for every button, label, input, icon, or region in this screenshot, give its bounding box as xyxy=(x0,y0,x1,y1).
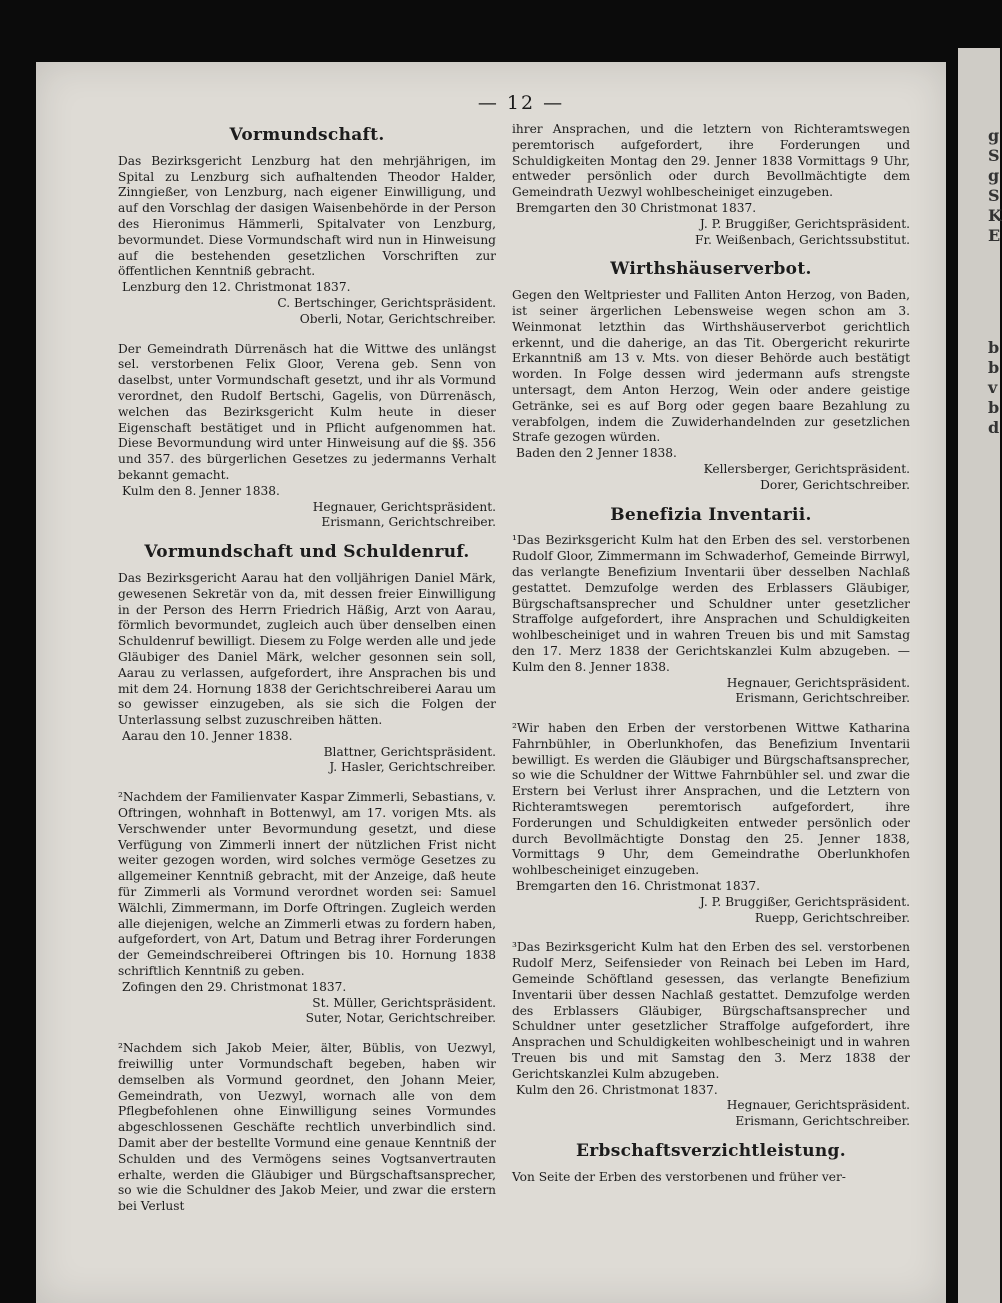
fragment-text: b xyxy=(988,398,1000,417)
notice-text: ²Wir haben den Erben der verstorbenen Wittwe Katharina Fahrnbühler, in Oberlunkhofen, das Benefizium Inventarii bewilligt. Es werden die Gläubiger und Bürgschaftsansprecher, so wie die Schuldner der Wittwe Fahrnbühler sel. und zwar die Erstern bei Verlust ihrer Ansprachen, und die Letztern von Richteramtswegen peremtorisch aufgefordert, ihre Forderungen und Schuldigkeiten entweder persönlich oder durch Bevollmächtigte Donstag den 25. Jenner 1838, Vormittags 9 Uhr, dem Gemeindrathe Oberlunkhofen wohlbescheiniget einzugeben. xyxy=(512,721,910,878)
fragment-text: S xyxy=(988,186,1000,205)
notice-text: Von Seite der Erben des verstorbenen und früher ver- xyxy=(512,1169,846,1184)
notice-text: ihrer Ansprachen, und die letztern von Richteramtswegen peremtorisch aufgefordert, ihre Forderungen und Schuldigkeiten Montag den 29. Jenner 1838 Vormittags 9 Uhr, entweder persönlich oder durch Bevollmächtigte dem Gemeindrath Uezwyl wohlbescheiniget einzugeben. xyxy=(512,122,910,200)
notice-uezwyl-continued xyxy=(512,122,910,248)
notice-dateline: Aarau den 10. Jenner 1838. xyxy=(122,728,293,743)
fragment-text: K xyxy=(988,206,1002,225)
fragment-text: v xyxy=(988,378,998,397)
notice-duerrenaesch xyxy=(118,342,496,532)
notice-signature: Erismann, Gerichtschreiber. xyxy=(321,515,496,530)
notice-dateline: Zofingen den 29. Christmonat 1837. xyxy=(122,979,347,994)
notice-signature: Ruepp, Gerichtschreiber. xyxy=(754,910,910,925)
section-heading-vormundschaft: Vormundschaft. xyxy=(229,125,385,145)
notice-text: Das Bezirksgericht Aarau hat den volljährigen Daniel Märk, gewesenen Sekretär von da, mit dessen freier Einwilligung in der Person des Herrn Friedrich Häßig, Arzt von Aarau, förmlich bevormundet, zugleich auch über denselben einen Schuldenruf bewilligt. Diesem zu Folge werden alle und jede Gläubiger des Daniel Märk, welcher gesonnen sein soll, Aarau zu verlassen, aufgefordert, ihre Ansprachen bis und mit dem 24. Hornung 1838 der Gerichtschreiberei Aarau um so gewisser einzugeben, als sie sich die Folgen der Unterlassung selbst zuzuschreiben hätten. xyxy=(118,570,496,728)
notice-signature: Hegnauer, Gerichtspräsident. xyxy=(726,675,910,690)
notice-uezwyl xyxy=(118,1041,496,1215)
section-heading-schuldenruf: Vormundschaft und Schuldenruf. xyxy=(144,542,470,563)
notice-text: ²Nachdem sich Jakob Meier, älter, Büblis, von Uezwyl, freiwillig unter Vormundschaft begeben, haben wir demselben als Vormund geordnet, den Johann Meier, Gemeindrath, von Uezwyl, wornach alle von dem Pflegbefohlenen ohne Einwilligung seines Vormundes abgeschlossenen Geschäfte rechtlich unverbindlich sind. Damit aber der bestellte Vormund eine genaue Kenntniß der Schulden und des Vermögens seines Vogtsanvertrauten erhalte, werden die Gläubiger und Bürgschaftsansprecher, so wie die Schuldner des Jakob Meier, und zwar die erstern bei Verlust xyxy=(118,1041,496,1214)
notice-signature: Oberli, Notar, Gerichtschreiber. xyxy=(299,311,496,326)
notice-signature: J. Hasler, Gerichtschreiber. xyxy=(329,760,496,775)
notice-signature: C. Bertschinger, Gerichtspräsident. xyxy=(277,295,496,310)
notice-text: ³Das Bezirksgericht Kulm hat den Erben des sel. verstorbenen Rudolf Merz, Seifensieder von Reinach bei Leben im Hard, Gemeinde Schöftland gesessen, das verlangte Benefizium Inventarii über dessen Nachlaß gestattet. Demzufolge werden des Erblassers Gläubiger, Bürgschaftsansprecher und Schuldner unter gesetzlicher Straffolge aufgefordert, ihre Ansprachen und Schuldigkeiten wohlbescheinigt und in wahren Treuen bis und mit Samstag den 3. Merz 1838 der Gerichtskanzlei Kulm abzugeben. xyxy=(512,940,910,1081)
notice-text: Gegen den Weltpriester und Falliten Anton Herzog, von Baden, ist seiner ärgerlichen Lebensweise wegen schon am 3. Weinmonat letzthin das Wirthshäuserverbot gerichtlich erkennt, und die daherige, an das Tit. Obergericht rekurirte Erkanntniß am 13 v. Mts. von dieser Behörde auch bestätigt worden. In Folge dessen wird jedermann aufs strengste untersagt, dem Anton Herzog, Wein oder andere geistige Getränke, sei es auf Borg oder gegen baare Bezahlung zu verabfolgen, indem die Zuwiderhandelnden zur gesetzlichen Strafe gezogen würden. xyxy=(512,288,910,445)
notice-text: Der Gemeindrath Dürrenäsch hat die Wittwe des unlängst sel. verstorbenen Felix Gloor, Verena geb. Senn von daselbst, unter Vormundschaft gesetzt, und ihr als Vormund verordnet, den Rudolf Bertschi, Gagelis, von Dürrenäsch, welchen das Bezirksgericht Kulm heute in dieser Eigenschaft bestätiget und in Pflicht aufgenommen hat. Diese Bevormundung wird unter Hinweisung auf die §§. 356 und 357. des bürgerlichen Gesetzes zu jedermanns Verhalt bekannt gemacht. xyxy=(118,341,496,482)
notice-aarau xyxy=(118,571,496,776)
fragment-text: g xyxy=(988,166,1000,185)
notice-text: ¹Das Bezirksgericht Kulm hat den Erben des sel. verstorbenen Rudolf Gloor, Zimmermann im Schwaderhof, Gemeinde Birrwyl, das verlangte Benefizium Inventarii über desselben Nachlaß gestattet. Demzufolge werden des Erblassers Gläubiger, Bürgschaftsansprecher und Schuldner unter gesetzlicher Straffolge aufgefordert, ihre Ansprachen und Schuldigkeiten wohlbescheiniget und in wahren Treuen bis und mit Samstag den 17. Merz 1838 der Gerichtskanzlei Kulm abzugeben. — Kulm den 8. Jenner 1838. xyxy=(512,533,910,674)
notice-dateline: Kulm den 26. Christmonat 1837. xyxy=(516,1082,718,1097)
notice-zofingen xyxy=(118,790,496,1027)
adjacent-page-edge xyxy=(958,48,1000,1303)
notice-bremgarten-fahrnbuehler xyxy=(512,721,910,926)
section-heading-erbschaftsverzicht: Erbschaftsverzichtleistung. xyxy=(576,1141,846,1162)
notice-dateline: Lenzburg den 12. Christmonat 1837. xyxy=(122,280,351,295)
notice-signature: Erismann, Gerichtschreiber. xyxy=(735,691,910,706)
notice-signature: Fr. Weißenbach, Gerichtssubstitut. xyxy=(695,232,910,247)
notice-signature: J. P. Bruggißer, Gerichtspräsident. xyxy=(699,216,910,231)
notice-dateline: Bremgarten den 30 Christmonat 1837. xyxy=(516,200,757,215)
notice-kulm-gloor xyxy=(512,533,910,707)
notice-signature: Hegnauer, Gerichtspräsident. xyxy=(312,499,496,514)
notice-lenzburg xyxy=(118,154,496,328)
notice-signature: J. P. Bruggißer, Gerichtspräsident. xyxy=(699,894,910,909)
left-column xyxy=(118,120,496,1229)
notice-text: ²Nachdem der Familienvater Kaspar Zimmerli, Sebastians, v. Oftringen, wohnhaft in Bottenwyl, am 17. vorigen Mts. als Verschwender unter Bevormundung gesetzt, und diese Verfügung von Zimmerli innert der nützlichen Frist nicht weiter gezogen worden, wird solches vermöge Gesetzes zu allgemeiner Kenntniß gebracht, mit der Anzeige, daß heute für Zimmerli als Vormund verordnet worden sei: Samuel Wälchli, Zimmermann, im Dorfe Oftringen. Zugleich werden alle diejenigen, welche an Zimmerli etwas zu fordern haben, aufgefordert, von Art, Datum und Betrag ihrer Forderungen der Gemeindschreiberei Oftringen bis 10. Hornung 1838 schriftlich Kenntniß zu geben. xyxy=(118,790,496,979)
notice-erbschaft xyxy=(512,1170,910,1186)
notice-dateline: Baden den 2 Jenner 1838. xyxy=(516,446,677,461)
notice-signature: Blattner, Gerichtspräsident. xyxy=(323,744,496,759)
notice-dateline: Bremgarten den 16. Christmonat 1837. xyxy=(516,879,760,894)
notice-signature: Suter, Notar, Gerichtschreiber. xyxy=(305,1011,496,1026)
section-heading-wirthshaeuserverbot: Wirthshäuserverbot. xyxy=(610,259,812,280)
notice-signature: Kellersberger, Gerichtspräsident. xyxy=(703,461,910,476)
page-number: — 12 — xyxy=(477,92,565,114)
fragment-text: E xyxy=(988,226,1001,245)
fragment-text: b xyxy=(988,338,1000,357)
fragment-text: b xyxy=(988,358,1000,377)
notice-baden xyxy=(512,288,910,493)
notice-signature: Dorer, Gerichtschreiber. xyxy=(760,477,910,492)
fragment-text: g xyxy=(988,126,1000,145)
notice-kulm-merz xyxy=(512,940,910,1130)
fragment-text: S xyxy=(988,146,1000,165)
right-column xyxy=(512,122,910,1200)
notice-dateline: Kulm den 8. Jenner 1838. xyxy=(122,483,280,498)
section-heading-benefizia: Benefizia Inventarii. xyxy=(610,504,812,525)
notice-text: Das Bezirksgericht Lenzburg hat den mehrjährigen, im Spital zu Lenzburg sich aufhaltenden Theodor Halder, Zinngießer, von Lenzburg, nach eigener Einwilligung, und auf den Vorschlag der dasigen Waisenbehörde in der Person des Hieronimus Hämmerli, Spitalvater von Lenzburg, bevormundet. Diese Vormundschaft wird nun in Hinweisung auf die bestehenden gesetzlichen Vorschriften zur öffentlichen Kenntniß gebracht. xyxy=(118,153,496,279)
notice-signature: St. Müller, Gerichtspräsident. xyxy=(312,995,496,1010)
notice-signature: Erismann, Gerichtschreiber. xyxy=(735,1114,910,1129)
fragment-text: d xyxy=(988,418,1000,437)
notice-signature: Hegnauer, Gerichtspräsident. xyxy=(726,1098,910,1113)
